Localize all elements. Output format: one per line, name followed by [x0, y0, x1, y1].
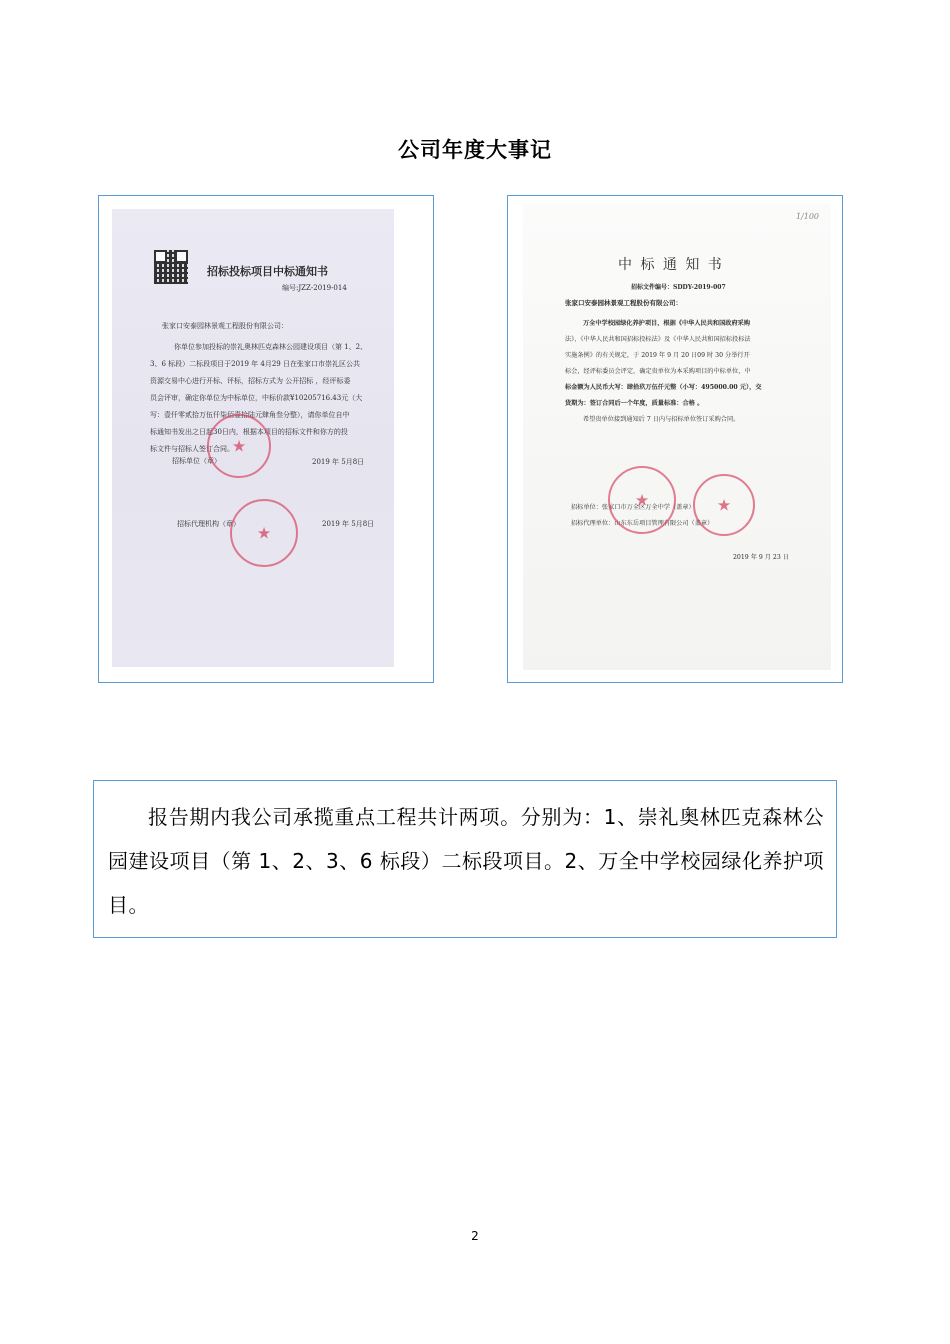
notice-body	[565, 316, 827, 428]
body-line: 万全中学校园绿化养护项目，根据《中华人民共和国政府采购	[583, 320, 751, 327]
notice-body	[150, 339, 394, 458]
doc-number: 招标文件编号：SDDY-2019-007	[631, 284, 726, 291]
agent-date: 2019 年 5月8日	[322, 520, 375, 528]
summary-text: 报告期内我公司承揽重点工程共计两项。分别为：1、崇礼奥林匹克森林公园建设项目（第 1、2、3、6 标段）二标段项目。2、万全中学校园绿化养护项目。	[108, 805, 824, 917]
body-line: 标通知书发出之日起30日内，根据本项目的招标文件和你方的投	[150, 428, 348, 436]
body-line: 3、6 标段）二标段项目于2019 年 4月29 日在张家口市崇礼区公共	[150, 360, 360, 368]
body-line: 你单位参加投标的崇礼奥林匹克森林公园建设项目（第 1、2、	[174, 343, 368, 351]
bid-award-notice-scan	[112, 209, 394, 667]
handwritten-signature: 1/100	[795, 212, 819, 221]
doc-number: 编号:JZZ-2019-014	[282, 284, 347, 292]
body-line: 标会，经评标委员会评定，确定贵单位为本采购项目的中标单位，中	[565, 368, 751, 375]
body-line: 实施条例》的有关规定，于 2019 年 9 月 20 日09 时 30 分举行开	[565, 352, 750, 359]
body-line: 员会评审，确定你单位为中标单位，中标价款¥10205716.43元（大	[150, 394, 363, 402]
red-seal-icon	[207, 414, 271, 478]
body-line: 标金额为人民币大写：肆拾玖万伍仟元整（小写：495000.00 元），交	[565, 384, 762, 391]
red-seal-icon	[693, 474, 755, 536]
body-line: 资源交易中心进行开标、评标，招标方式为 公开招标 ，经评标委	[150, 377, 351, 385]
right-document-photo	[507, 195, 843, 683]
recipient: 张家口安泰园林景观工程股份有限公司：	[565, 299, 682, 307]
left-document-photo	[98, 195, 434, 683]
issuer-label: 招标单位（章）	[172, 457, 221, 465]
page-number: 2	[471, 1229, 479, 1243]
notice-date: 2019 年 9 月 23 日	[733, 554, 789, 561]
agent-label: 招标代理机构（章）	[177, 520, 240, 528]
recipient: 张家口安泰园林景观工程股份有限公司：	[162, 322, 288, 330]
body-line: 写：壹仟零贰拾万伍仟柒佰壹拾陆元肆角叁分整），请你单位自中	[150, 411, 350, 419]
body-line: 货期为：签订合同后一个年度，质量标准：合格 。	[565, 400, 704, 407]
agent-label: 招标代理单位：山东东岳项目管理有限公司（盖章）	[571, 520, 714, 527]
issuer-label: 招标单位：张家口市万全区万全中学（盖章）	[571, 504, 695, 511]
body-line: 希望贵单位接到通知后 7 日内与招标单位签订采购合同。	[583, 416, 740, 423]
notice-title: 招标投标项目中标通知书	[207, 265, 328, 278]
qr-code-icon	[154, 250, 188, 284]
body-line: 法》、《中华人民共和国招标投标法》及《中华人民共和国招标投标法	[565, 336, 751, 343]
notice-title: 中 标 通 知 书	[618, 257, 724, 273]
page-title: 公司年度大事记	[398, 138, 552, 162]
summary-box	[93, 780, 837, 938]
issuer-date: 2019 年 5月8日	[312, 458, 365, 466]
red-seal-icon	[608, 466, 676, 534]
red-seal-icon	[230, 499, 298, 567]
winning-bid-notice-scan	[523, 204, 831, 670]
body-line: 标文件与招标人签订合同。	[150, 445, 234, 453]
